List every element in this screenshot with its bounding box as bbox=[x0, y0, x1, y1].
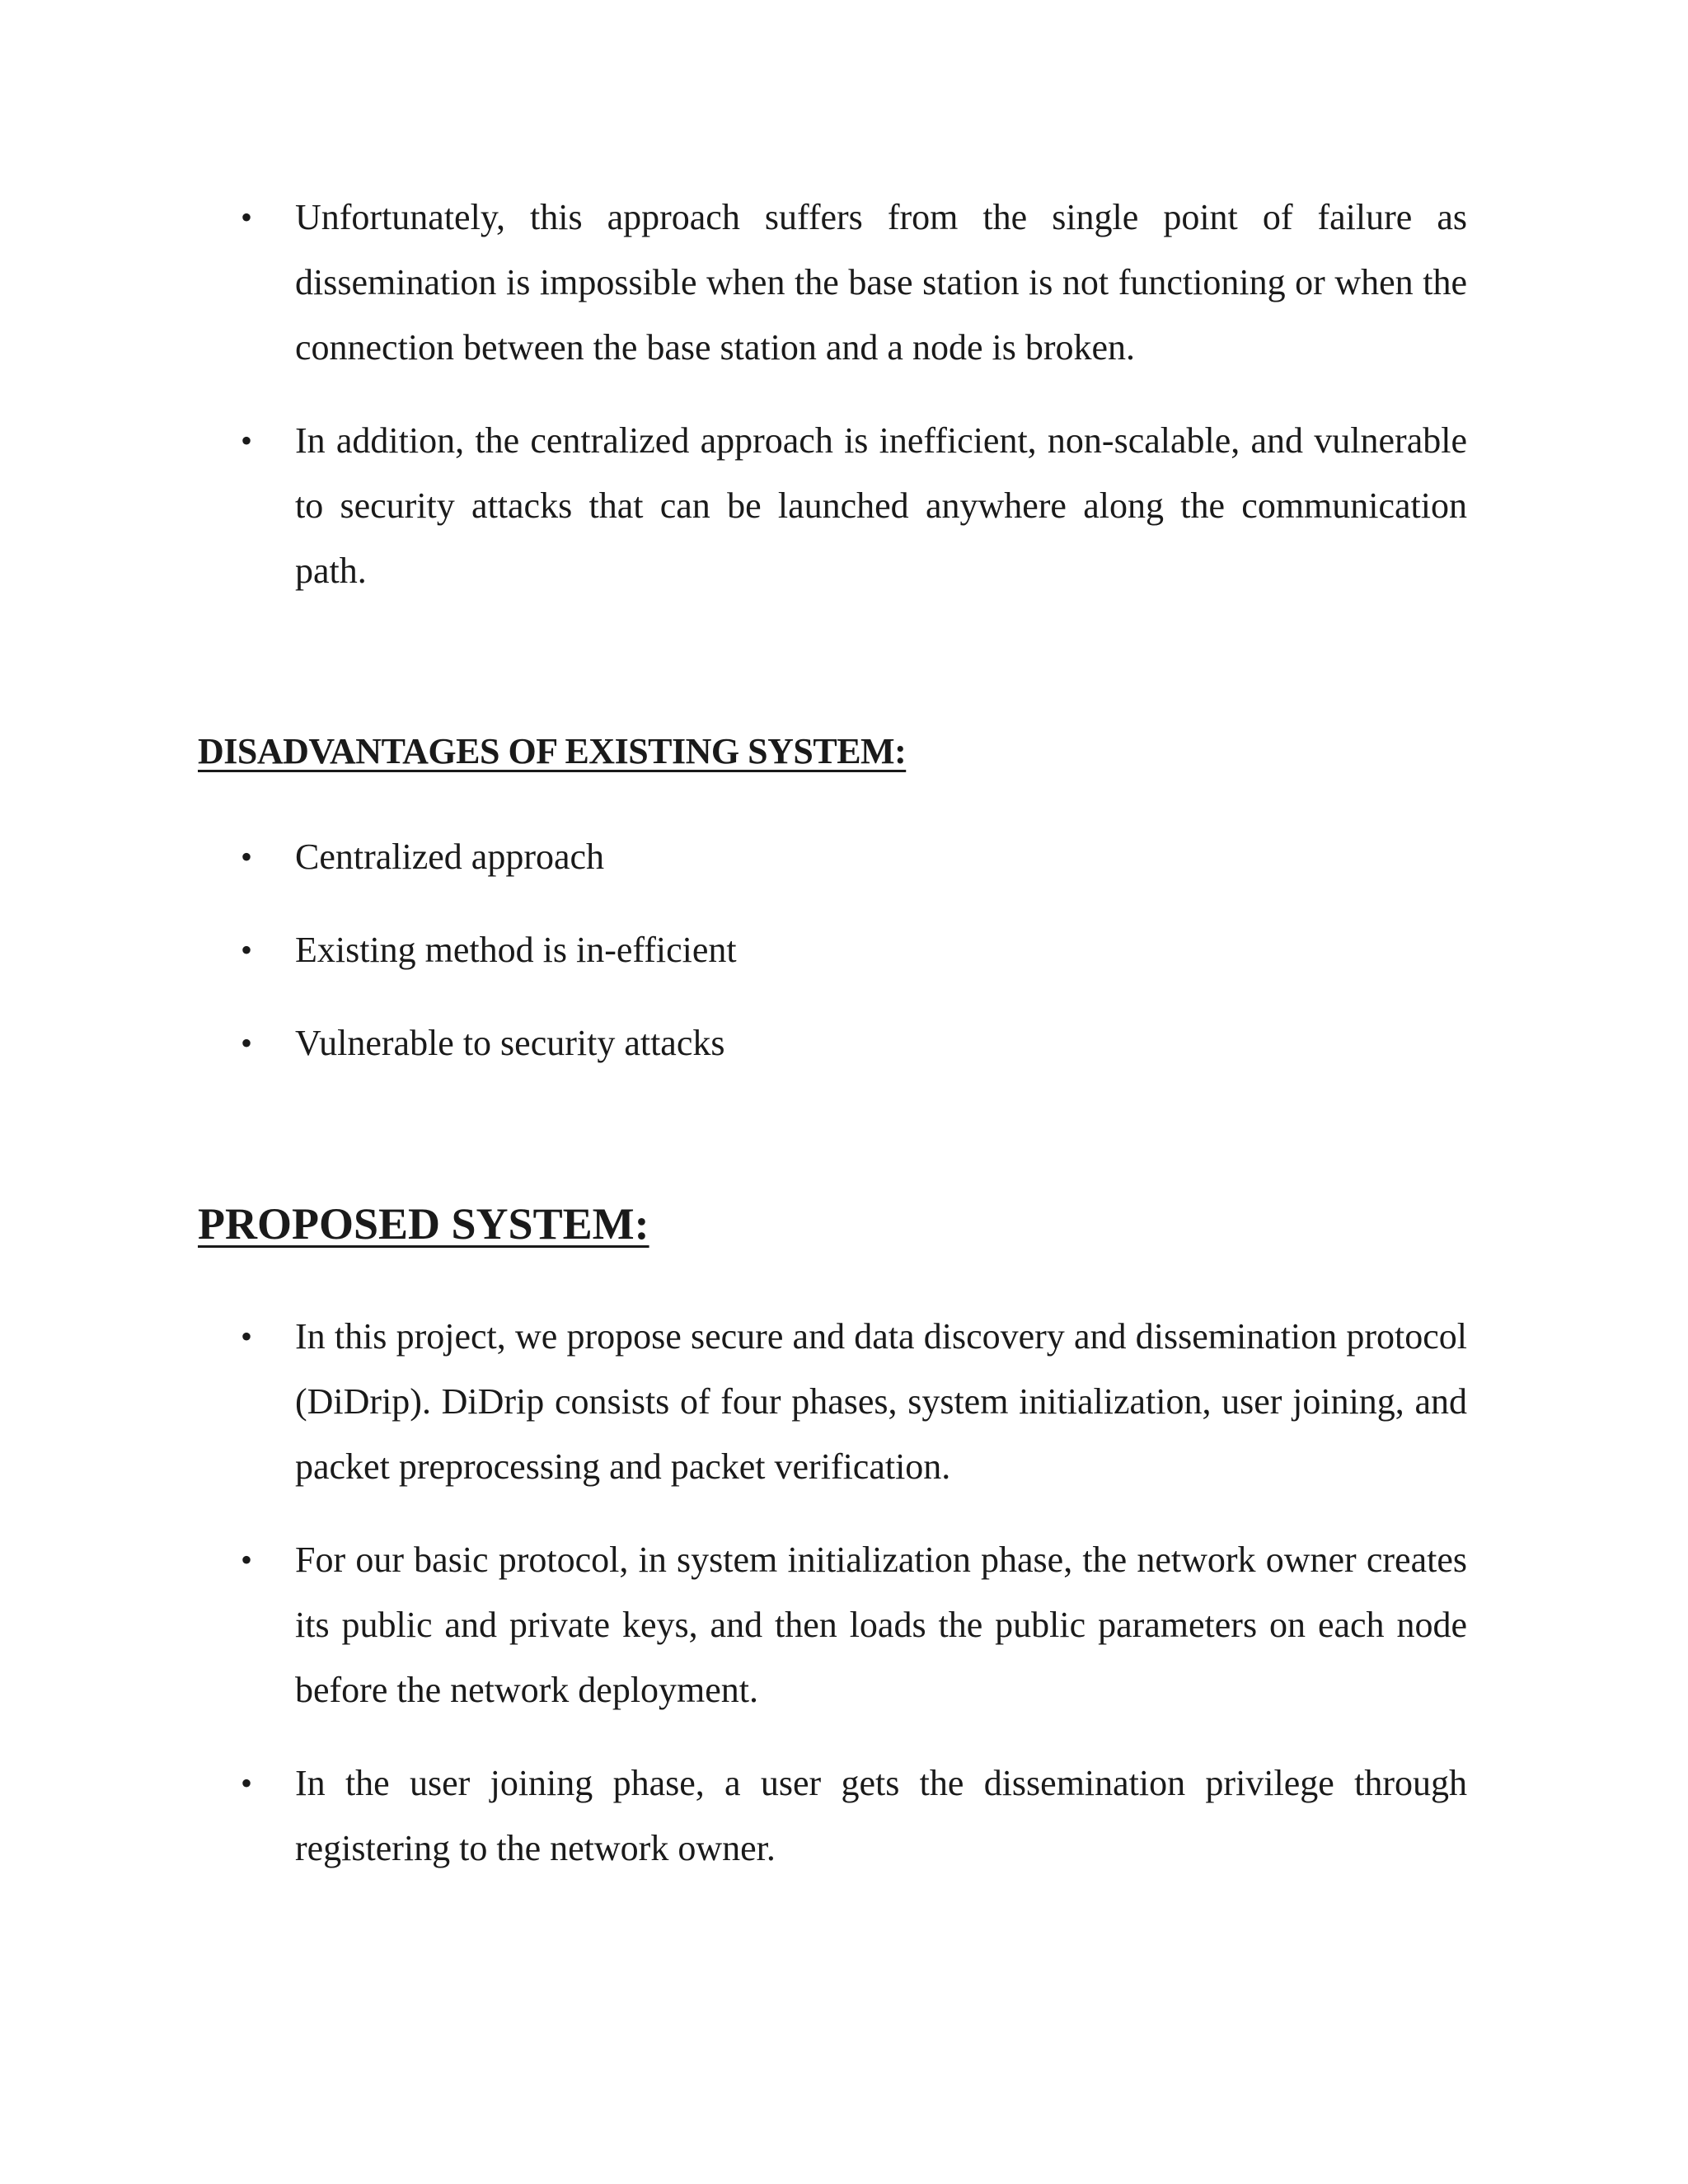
list-item-text: In addition, the centralized approach is inefficient, non-scalable, and vulnerable to security attacks that can be launched anywhere along the communication path. bbox=[295, 420, 1467, 591]
disadvantages-heading: DISADVANTAGES OF EXISTING SYSTEM: bbox=[198, 731, 907, 771]
list-item-text: Vulnerable to security attacks bbox=[295, 1023, 725, 1063]
list-item bbox=[198, 1750, 1467, 1881]
list-item bbox=[198, 917, 1467, 982]
bullet-marker: • bbox=[241, 838, 253, 875]
bullet-marker: • bbox=[241, 1765, 253, 1802]
bullet-marker: • bbox=[241, 1318, 253, 1355]
list-item bbox=[198, 1527, 1467, 1722]
list-item bbox=[198, 1304, 1467, 1499]
list-item bbox=[198, 824, 1467, 889]
list-item bbox=[198, 1010, 1467, 1076]
bullet-marker: • bbox=[241, 931, 253, 968]
list-item-text: For our basic protocol, in system initialization phase, the network owner creates its public and private keys, and then loads the public parameters on each node before the network deployment. bbox=[295, 1540, 1467, 1710]
list-item-text: In the user joining phase, a user gets the dissemination privilege through registering to the network owner. bbox=[295, 1763, 1467, 1868]
bullet-marker: • bbox=[241, 1541, 253, 1578]
bullet-marker: • bbox=[241, 422, 253, 459]
bullet-marker: • bbox=[241, 1024, 253, 1062]
list-item-text: Existing method is in-efficient bbox=[295, 930, 737, 970]
proposed-bullet-list bbox=[198, 1304, 1467, 1881]
bullet-marker: • bbox=[241, 199, 253, 236]
disadvantages-bullet-list bbox=[198, 824, 1467, 1076]
proposed-system-heading: PROPOSED SYSTEM: bbox=[198, 1199, 649, 1249]
intro-bullet-list bbox=[198, 185, 1467, 603]
list-item-text: In this project, we propose secure and data discovery and dissemination protocol (DiDrip). DiDrip consists of four phases, system initialization, user joining, and packet preprocessing and packet verification. bbox=[295, 1316, 1467, 1487]
list-item-text: Unfortunately, this approach suffers from the single point of failure as dissemination is impossible when the base station is not functioning or when the connection between the base station and a node is broken. bbox=[295, 197, 1467, 368]
list-item bbox=[198, 408, 1467, 603]
list-item bbox=[198, 185, 1467, 380]
list-item-text: Centralized approach bbox=[295, 837, 605, 877]
